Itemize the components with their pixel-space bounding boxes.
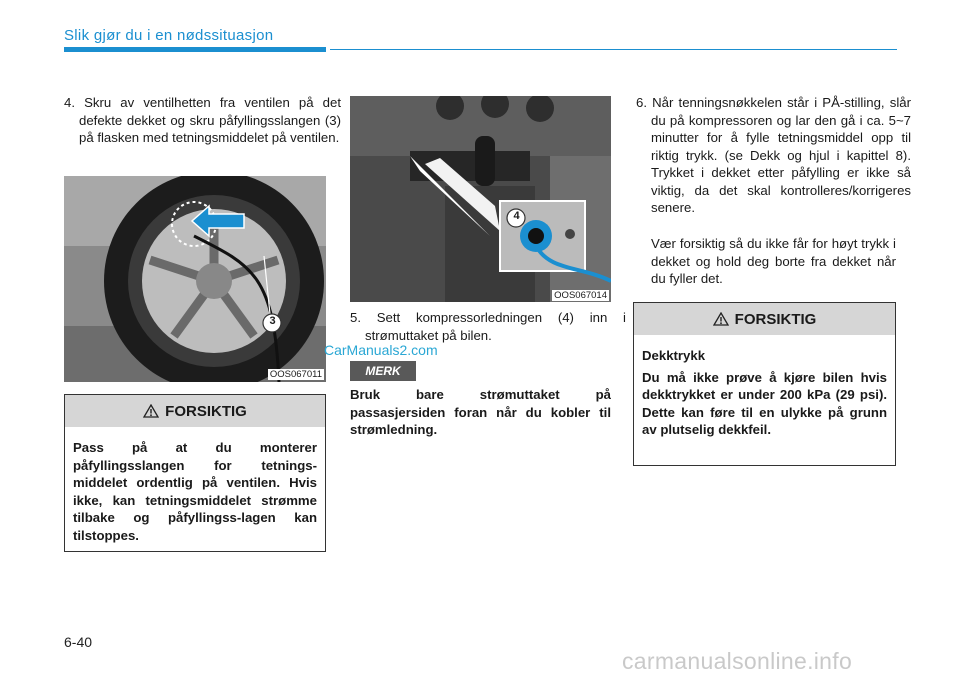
merk-badge: MERK bbox=[350, 361, 416, 381]
header-accent-bar bbox=[64, 47, 326, 52]
image-code: OOS067014 bbox=[554, 290, 607, 301]
image-code: OOS067011 bbox=[269, 369, 322, 380]
step-4-text: 4. Skru av ventilhetten fra ventilen på det defekte dekket og skru påfyllingsslangen (3) på flasken med tetningsmiddelet på ventilen. bbox=[64, 95, 341, 145]
warning-icon bbox=[713, 312, 729, 326]
caution-header bbox=[634, 303, 895, 335]
watermark: CarManuals2.com bbox=[324, 342, 438, 358]
callout-4: 4 bbox=[513, 210, 520, 222]
caution-title: FORSIKTIG bbox=[734, 310, 817, 328]
step-6-extra: Vær forsiktig så du ikke får for høyt trykk i dekket og hold deg borte fra dekket når du fyller det. bbox=[651, 236, 896, 286]
caution-text: Du må ikke prøve å kjøre bilen hvis dekktrykket er under 200 kPa (29 psi). Dette kan føre til en ulykke på grunn av plutselig dekkfeil. bbox=[642, 369, 887, 437]
merk-note: Bruk bare strømuttaket på passasjersiden foran når du kobler til strømledning. bbox=[350, 387, 611, 437]
step-6-text: 6. Når tenningsnøkkelen står i PÅ-stilling, slår du på kompressoren og lar den gå i ca. 5~7 minutter for å fylle tetningsmiddel opp til riktig trykk. (se Dekk og hjul i kapittel 8). Trykket i dekket etter påfylling er ikke så viktig, da det skal kontrolleres/korrigeres senere. bbox=[636, 95, 911, 215]
caution-box-2 bbox=[633, 302, 896, 466]
step-5-text: 5. Sett kompressorledningen (4) inn i strømuttaket på bilen. bbox=[350, 310, 626, 343]
tire-valve-photo bbox=[64, 176, 326, 382]
header-rule bbox=[330, 49, 897, 50]
caution-header bbox=[65, 395, 325, 427]
caution-box-1 bbox=[64, 394, 326, 552]
caution-subtitle: Dekktrykk bbox=[642, 348, 706, 363]
console-socket-photo bbox=[350, 96, 611, 302]
section-title: Slik gjør du i en nødssituasjon bbox=[64, 27, 274, 44]
callout-3: 3 bbox=[269, 315, 276, 327]
footer-watermark: carmanualsonline.info bbox=[622, 648, 853, 674]
caution-text: Pass på at du monterer påfyllingsslangen for tetnings-middelet ordentlig på ventilen. Hvis ikke, kan tetningsmiddelet strømme tilbake og påfyllingss-lagen kan tilstoppes. bbox=[73, 440, 317, 543]
caution-title: FORSIKTIG bbox=[165, 402, 247, 420]
page-number: 6-40 bbox=[64, 634, 93, 650]
warning-icon bbox=[143, 404, 159, 418]
